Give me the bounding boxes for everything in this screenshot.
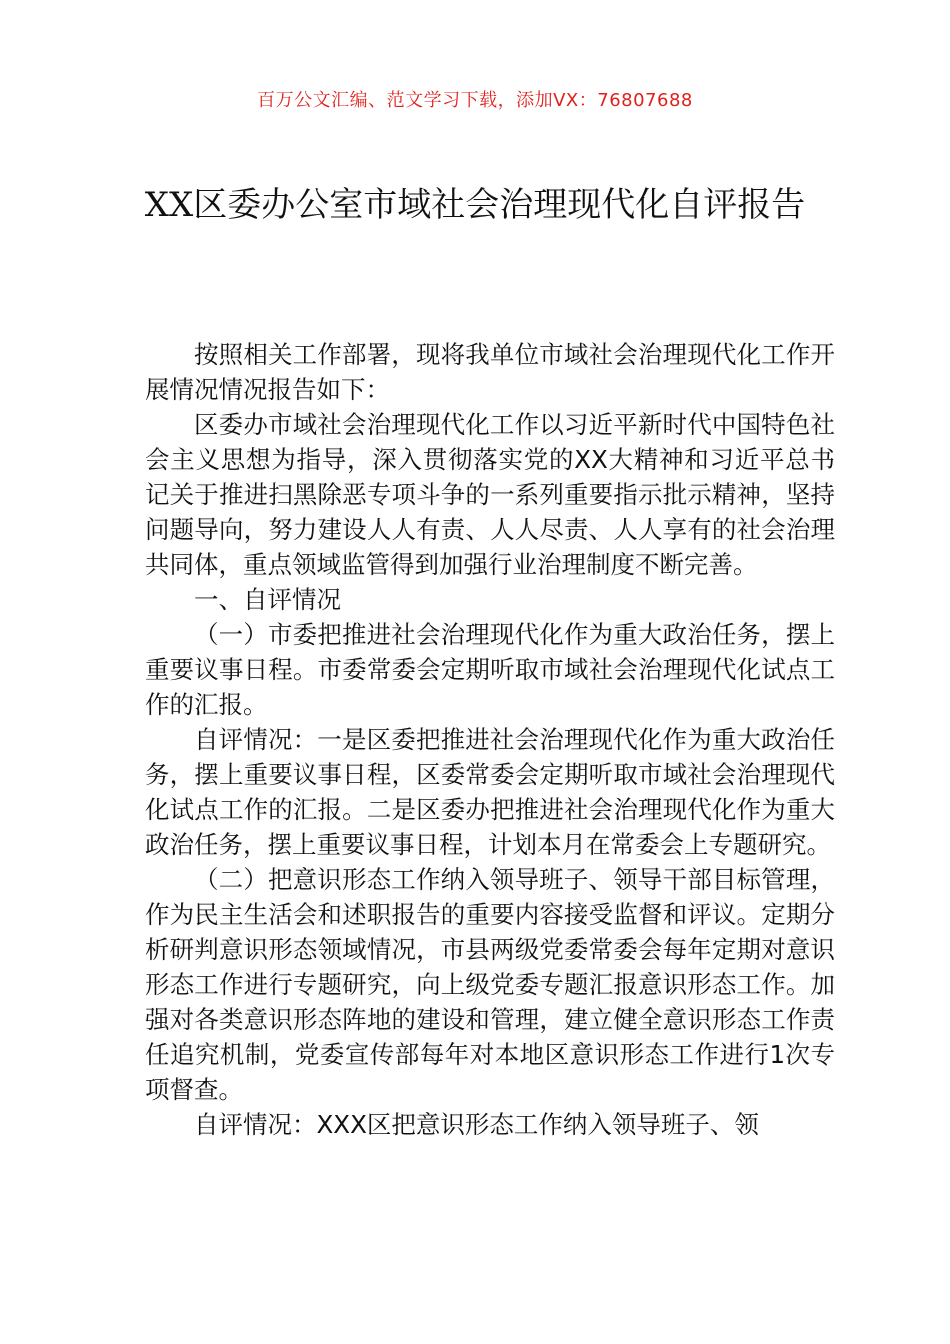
paragraph-item-2-assessment: 自评情况：XXX区把意识形态工作纳入领导班子、领 <box>194 1110 759 1139</box>
paragraph-intro: 按照相关工作部署，现将我单位市域社会治理现代化工作开展情况情况报告如下： <box>145 340 835 404</box>
document-title: XX区委办公室市域社会治理现代化自评报告 <box>144 185 806 225</box>
paragraph-overview: 区委办市域社会治理现代化工作以习近平新时代中国特色社会主义思想为指导，深入贯彻落实党的XX大精神和习近平总书记关于推进扫黑除恶专项斗争的一系列重要指示批示精神，坚持问题导向，努力建设人人有责、人人尽责、人人享有的社会治理共同体，重点领域监管得到加强行业治理制度不断完善。 <box>145 410 835 579</box>
paragraph-item-2: （二）把意识形态工作纳入领导班子、领导干部目标管理，作为民主生活会和述职报告的重要内容接受监督和评议。定期分析研判意识形态领域情况，市县两级党委常委会每年定期对意识形态工作进行专题研究，向上级党委专题汇报意识形态工作。加强对各类意识形态阵地的建设和管理，建立健全意识形态工作责任追究机制，党委宣传部每年对本地区意识形态工作进行1次专项督查。 <box>145 865 835 1104</box>
section-heading-self-assessment: 一、自评情况 <box>194 585 341 614</box>
paragraph-item-1-assessment: 自评情况：一是区委把推进社会治理现代化作为重大政治任务，摆上重要议事日程，区委常委会定期听取市域社会治理现代化试点工作的汇报。二是区委办把推进社会治理现代化作为重大政治任务，摆上重要议事日程，计划本月在常委会上专题研究。 <box>145 725 835 859</box>
header-note: 百万公文汇编、范文学习下载，添加VX：76807688 <box>257 90 693 111</box>
document-body <box>145 337 835 1142</box>
paragraph-item-1: （一）市委把推进社会治理现代化作为重大政治任务，摆上重要议事日程。市委常委会定期听取市域社会治理现代化试点工作的汇报。 <box>145 620 835 719</box>
